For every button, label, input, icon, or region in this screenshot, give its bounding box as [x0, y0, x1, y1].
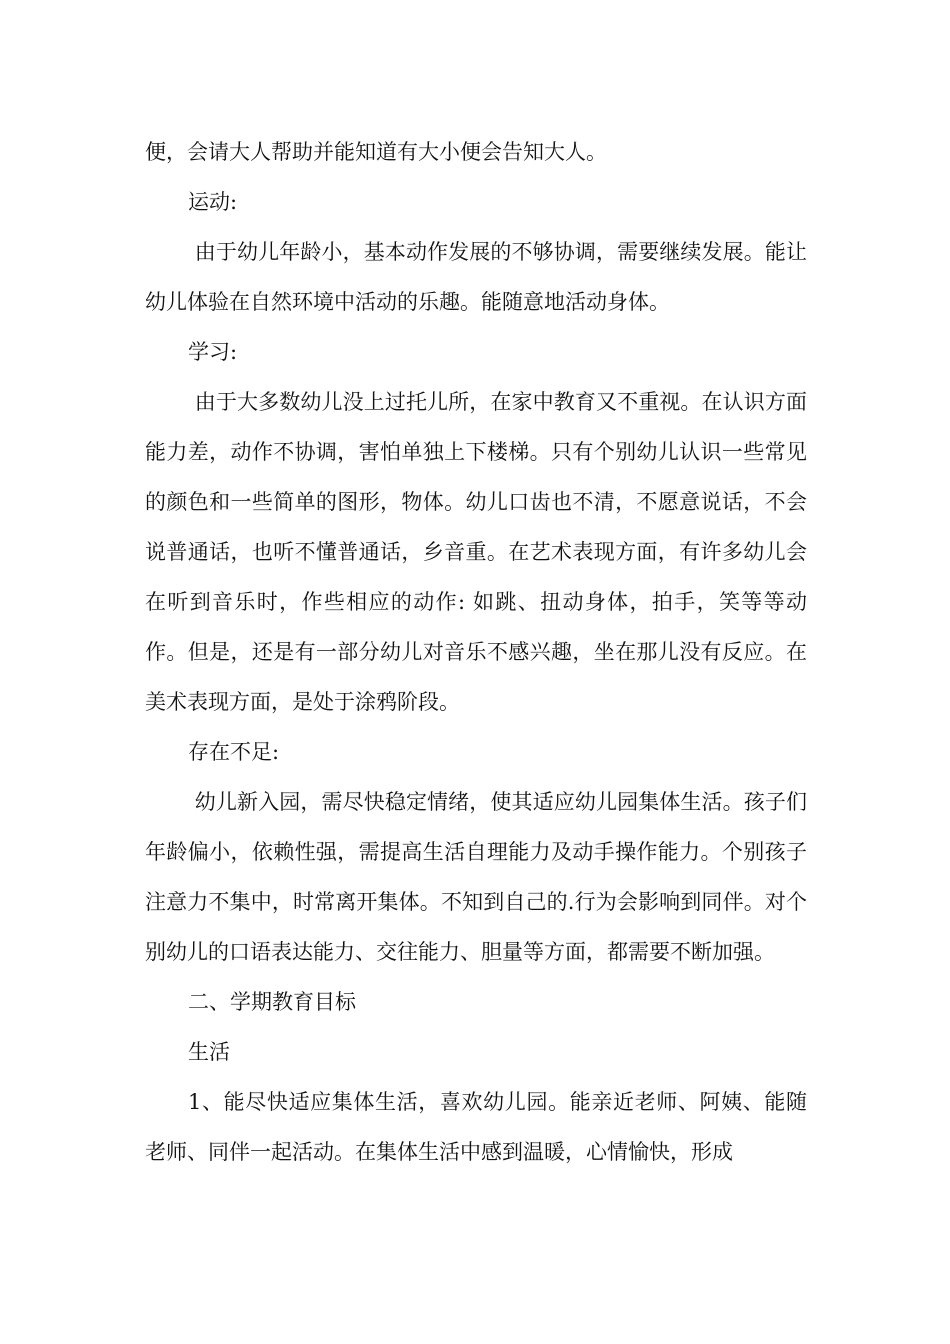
- paragraph-shortcomings: 幼儿新入园，需尽快稳定情绪，使其适应幼儿园集体生活。孩子们年龄偏小，依赖性强，需提高生活自理能力及动手操作能力。个别孩子注意力不集中，时常离开集体。不知到自己的.行为会影响到同伴。对个别幼儿的口语表达能力、交往能力、胆量等方面，都需要不断加强。: [145, 790, 807, 964]
- heading-life: 生活: [188, 1040, 230, 1064]
- heading-semester-goals: 二、学期教育目标: [188, 990, 356, 1014]
- paragraph-toilet-continuation: 便，会请大人帮助并能知道有大小便会告知大人。: [145, 140, 607, 164]
- paragraph-exercise: 由于幼儿年龄小，基本动作发展的不够协调，需要继续发展。能让幼儿体验在自然环境中活动的乐趣。能随意地活动身体。: [145, 240, 807, 314]
- document-body: [145, 127, 807, 1177]
- heading-exercise: 运动:: [188, 190, 238, 214]
- paragraph-life-goal-1: 1、能尽快适应集体生活，喜欢幼儿园。能亲近老师、阿姨、能随老师、同伴一起活动。在集体生活中感到温暖，心情愉快，形成: [145, 1090, 807, 1164]
- heading-learning: 学习:: [188, 340, 238, 364]
- paragraph-learning: 由于大多数幼儿没上过托儿所，在家中教育又不重视。在认识方面能力差，动作不协调，害怕单独上下楼梯。只有个别幼儿认识一些常见的颜色和一些简单的图形，物体。幼儿口齿也不清，不愿意说话，不会说普通话，也听不懂普通话，乡音重。在艺术表现方面，有许多幼儿会在听到音乐时，作些相应的动作: 如跳、扭动身体，拍手，笑等等动作。但是，还是有一部分幼儿对音乐不感兴趣，坐在那儿没有反应。在美术表现方面，是处于涂鸦阶段。: [145, 390, 807, 714]
- heading-shortcomings: 存在不足:: [188, 740, 280, 764]
